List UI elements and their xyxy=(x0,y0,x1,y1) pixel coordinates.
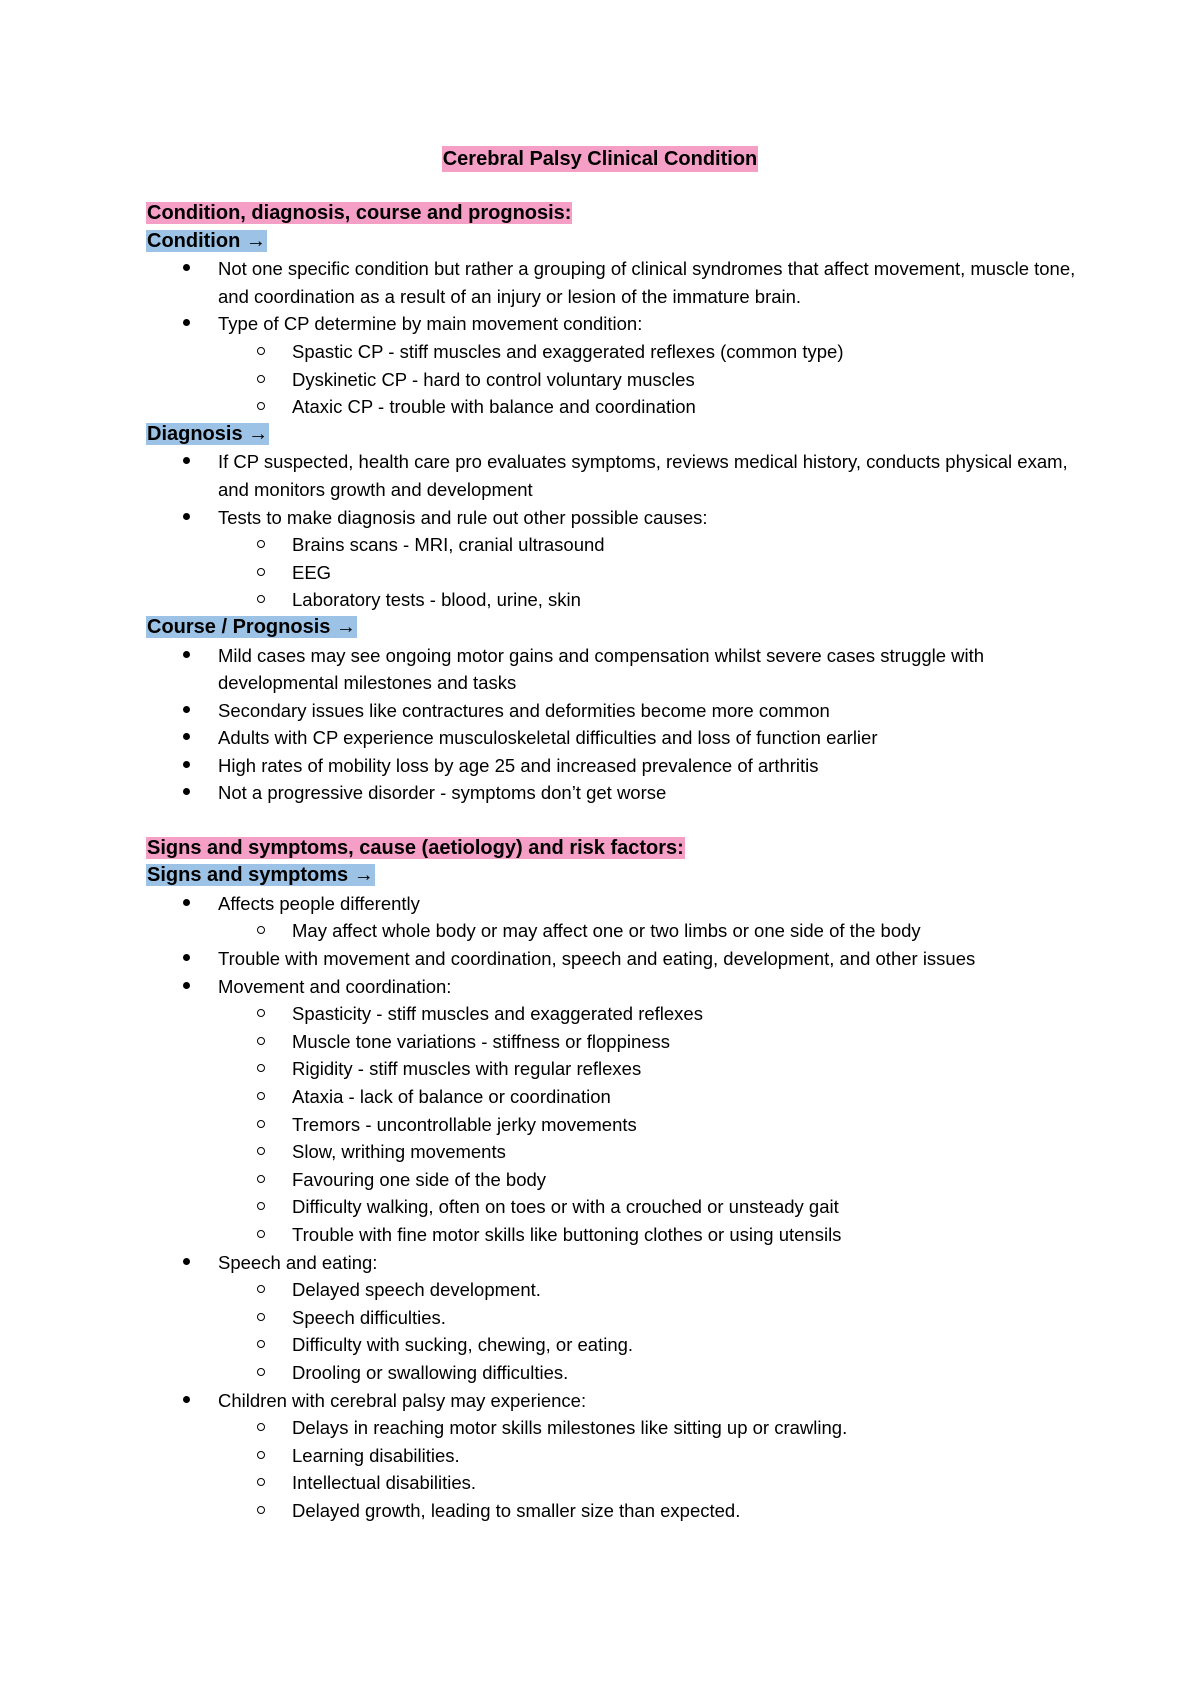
bullet-circle-icon xyxy=(257,1506,265,1514)
bullet-circle-icon xyxy=(257,595,265,603)
bullet-dot-icon xyxy=(183,1258,190,1265)
bullet-circle-icon xyxy=(257,1368,265,1376)
document-title: Cerebral Palsy Clinical Condition xyxy=(442,148,758,170)
subsection-heading-text: Condition → xyxy=(147,229,266,252)
bullet-dot-icon xyxy=(183,899,190,906)
bullet-list xyxy=(146,255,1076,421)
section-heading xyxy=(146,200,1076,228)
list-item xyxy=(146,973,1076,1001)
bullet-circle-icon xyxy=(257,402,265,410)
sub-list-item xyxy=(146,393,1076,421)
list-item xyxy=(146,697,1076,725)
bullet-circle-icon xyxy=(257,375,265,383)
list-item xyxy=(146,642,1076,697)
bullet-circle-icon xyxy=(257,1478,265,1486)
list-item-text: Not one specific condition but rather a grouping of clinical syndromes that affect movement, muscle tone, and coordination as a result of an injury or lesion of the immature brain. xyxy=(218,258,1076,307)
subsection-heading xyxy=(146,421,1076,449)
list-item-text: Tests to make diagnosis and rule out other possible causes: xyxy=(218,506,708,528)
bullet-circle-icon xyxy=(257,1147,265,1155)
bullet-list xyxy=(146,448,1076,614)
sub-list-item-text: Spasticity - stiff muscles and exaggerated reflexes xyxy=(292,1003,703,1025)
sub-list-item-text: Trouble with fine motor skills like buttoning clothes or using utensils xyxy=(292,1223,842,1245)
title-row xyxy=(0,146,1200,172)
sub-list-item-text: Favouring one side of the body xyxy=(292,1168,547,1190)
bullet-dot-icon xyxy=(183,1396,190,1403)
list-item-text: Speech and eating: xyxy=(218,1251,378,1273)
sub-list-item xyxy=(146,338,1076,366)
subsection-heading-text: Signs and symptoms → xyxy=(147,864,374,887)
list-item-text: Children with cerebral palsy may experience: xyxy=(218,1389,587,1411)
bullet-circle-icon xyxy=(257,1340,265,1348)
section-spacer xyxy=(146,807,1076,835)
bullet-dot-icon xyxy=(183,264,190,271)
bullet-circle-icon xyxy=(257,1064,265,1072)
bullet-list xyxy=(146,890,1076,1525)
list-item-text: If CP suspected, health care pro evaluates symptoms, reviews medical history, conducts physical exam, and monitors growth and development xyxy=(218,451,1068,500)
sub-list-item-text: Drooling or swallowing difficulties. xyxy=(292,1361,569,1383)
sub-list-item xyxy=(146,1497,1076,1525)
bullet-circle-icon xyxy=(257,1009,265,1017)
sub-list-item-text: Laboratory tests - blood, urine, skin xyxy=(292,589,581,611)
sub-list-item-text: Tremors - uncontrollable jerky movements xyxy=(292,1113,637,1135)
sub-list-item xyxy=(146,366,1076,394)
sub-list-item-text: Difficulty with sucking, chewing, or eating. xyxy=(292,1334,634,1356)
list-item-text: Type of CP determine by main movement condition: xyxy=(218,313,643,335)
sub-list-item xyxy=(146,1055,1076,1083)
bullet-circle-icon xyxy=(257,1120,265,1128)
subsection-heading xyxy=(146,862,1076,890)
sub-list-item-text: Spastic CP - stiff muscles and exaggerated reflexes (common type) xyxy=(292,340,844,362)
bullet-dot-icon xyxy=(183,982,190,989)
sub-list-item-text: Intellectual disabilities. xyxy=(292,1472,477,1494)
bullet-dot-icon xyxy=(183,319,190,326)
list-item xyxy=(146,255,1076,310)
bullet-dot-icon xyxy=(183,761,190,768)
list-item xyxy=(146,945,1076,973)
list-item xyxy=(146,504,1076,532)
sub-list-item-text: EEG xyxy=(292,561,332,583)
sub-list-item-text: May affect whole body or may affect one or two limbs or one side of the body xyxy=(292,920,921,942)
section-heading-text: Signs and symptoms, cause (aetiology) and risk factors: xyxy=(147,836,684,859)
subsection-heading-text: Course / Prognosis → xyxy=(147,615,356,638)
list-item xyxy=(146,779,1076,807)
sub-list-item xyxy=(146,1304,1076,1332)
sub-list-item xyxy=(146,1166,1076,1194)
bullet-circle-icon xyxy=(257,568,265,576)
bullet-list xyxy=(146,642,1076,808)
bullet-circle-icon xyxy=(257,1092,265,1100)
list-item-text: Mild cases may see ongoing motor gains and compensation whilst severe cases struggle with developmental milestones and tasks xyxy=(218,644,985,694)
sub-list-item-text: Muscle tone variations - stiffness or floppiness xyxy=(292,1030,671,1052)
list-item xyxy=(146,310,1076,338)
bullet-dot-icon xyxy=(183,706,190,713)
sub-list-item-text: Delayed growth, leading to smaller size than expected. xyxy=(292,1499,741,1521)
bullet-circle-icon xyxy=(257,1285,265,1293)
sub-list-item xyxy=(146,1276,1076,1304)
bullet-circle-icon xyxy=(257,1423,265,1431)
list-item xyxy=(146,448,1076,503)
bullet-circle-icon xyxy=(257,1451,265,1459)
list-item xyxy=(146,724,1076,752)
subsection-heading xyxy=(146,614,1076,642)
sub-list-item xyxy=(146,1000,1076,1028)
list-item-text: Not a progressive disorder - symptoms don’t get worse xyxy=(218,782,667,804)
sub-list-item-text: Dyskinetic CP - hard to control voluntary muscles xyxy=(292,368,695,390)
sub-list-item xyxy=(146,917,1076,945)
bullet-circle-icon xyxy=(257,1175,265,1183)
sub-list-item xyxy=(146,1193,1076,1221)
bullet-dot-icon xyxy=(183,457,190,464)
sub-list-item xyxy=(146,586,1076,614)
sub-list-item-text: Learning disabilities. xyxy=(292,1444,460,1466)
bullet-circle-icon xyxy=(257,540,265,548)
list-item-text: Adults with CP experience musculoskeletal difficulties and loss of function earlier xyxy=(218,727,878,749)
list-item xyxy=(146,890,1076,918)
sub-list-item-text: Slow, writhing movements xyxy=(292,1141,506,1163)
list-item-text: Secondary issues like contractures and deformities become more common xyxy=(218,699,830,721)
sub-list-item xyxy=(146,531,1076,559)
bullet-dot-icon xyxy=(183,954,190,961)
bullet-dot-icon xyxy=(183,513,190,520)
bullet-circle-icon xyxy=(257,1202,265,1210)
sub-list-item xyxy=(146,1083,1076,1111)
list-item-text: Trouble with movement and coordination, speech and eating, development, and other issues xyxy=(218,948,976,970)
sub-list-item xyxy=(146,1221,1076,1249)
sub-list-item xyxy=(146,1138,1076,1166)
sub-list-item xyxy=(146,1111,1076,1139)
bullet-dot-icon xyxy=(183,788,190,795)
bullet-circle-icon xyxy=(257,1230,265,1238)
subsection-heading-text: Diagnosis → xyxy=(147,422,269,445)
sub-list-item xyxy=(146,559,1076,587)
subsection-heading xyxy=(146,228,1076,256)
sub-list-item xyxy=(146,1331,1076,1359)
bullet-dot-icon xyxy=(183,733,190,740)
list-item-text: Movement and coordination: xyxy=(218,975,452,997)
sub-list-item xyxy=(146,1359,1076,1387)
sub-list-item xyxy=(146,1028,1076,1056)
bullet-circle-icon xyxy=(257,926,265,934)
list-item xyxy=(146,1387,1076,1415)
list-item xyxy=(146,752,1076,780)
sub-list-item-text: Speech difficulties. xyxy=(292,1306,446,1328)
document-body xyxy=(146,200,1076,1525)
section-heading xyxy=(146,835,1076,863)
sub-list-item-text: Delays in reaching motor skills milestones like sitting up or crawling. xyxy=(292,1417,848,1439)
list-item-text: Affects people differently xyxy=(218,892,420,914)
sub-list-item-text: Ataxic CP - trouble with balance and coordination xyxy=(292,396,696,418)
sub-list-item-text: Difficulty walking, often on toes or with a crouched or unsteady gait xyxy=(292,1196,839,1218)
sub-list-item xyxy=(146,1414,1076,1442)
section-heading-text: Condition, diagnosis, course and prognosis: xyxy=(147,202,572,224)
sub-list-item xyxy=(146,1469,1076,1497)
bullet-dot-icon xyxy=(183,651,190,658)
list-item-text: High rates of mobility loss by age 25 and increased prevalence of arthritis xyxy=(218,754,819,776)
sub-list-item-text: Delayed speech development. xyxy=(292,1279,541,1301)
sub-list-item-text: Rigidity - stiff muscles with regular reflexes xyxy=(292,1058,642,1080)
bullet-circle-icon xyxy=(257,1037,265,1045)
sub-list-item-text: Brains scans - MRI, cranial ultrasound xyxy=(292,534,605,556)
sub-list-item-text: Ataxia - lack of balance or coordination xyxy=(292,1086,611,1107)
list-item xyxy=(146,1249,1076,1277)
bullet-circle-icon xyxy=(257,347,265,355)
bullet-circle-icon xyxy=(257,1313,265,1321)
sub-list-item xyxy=(146,1442,1076,1470)
